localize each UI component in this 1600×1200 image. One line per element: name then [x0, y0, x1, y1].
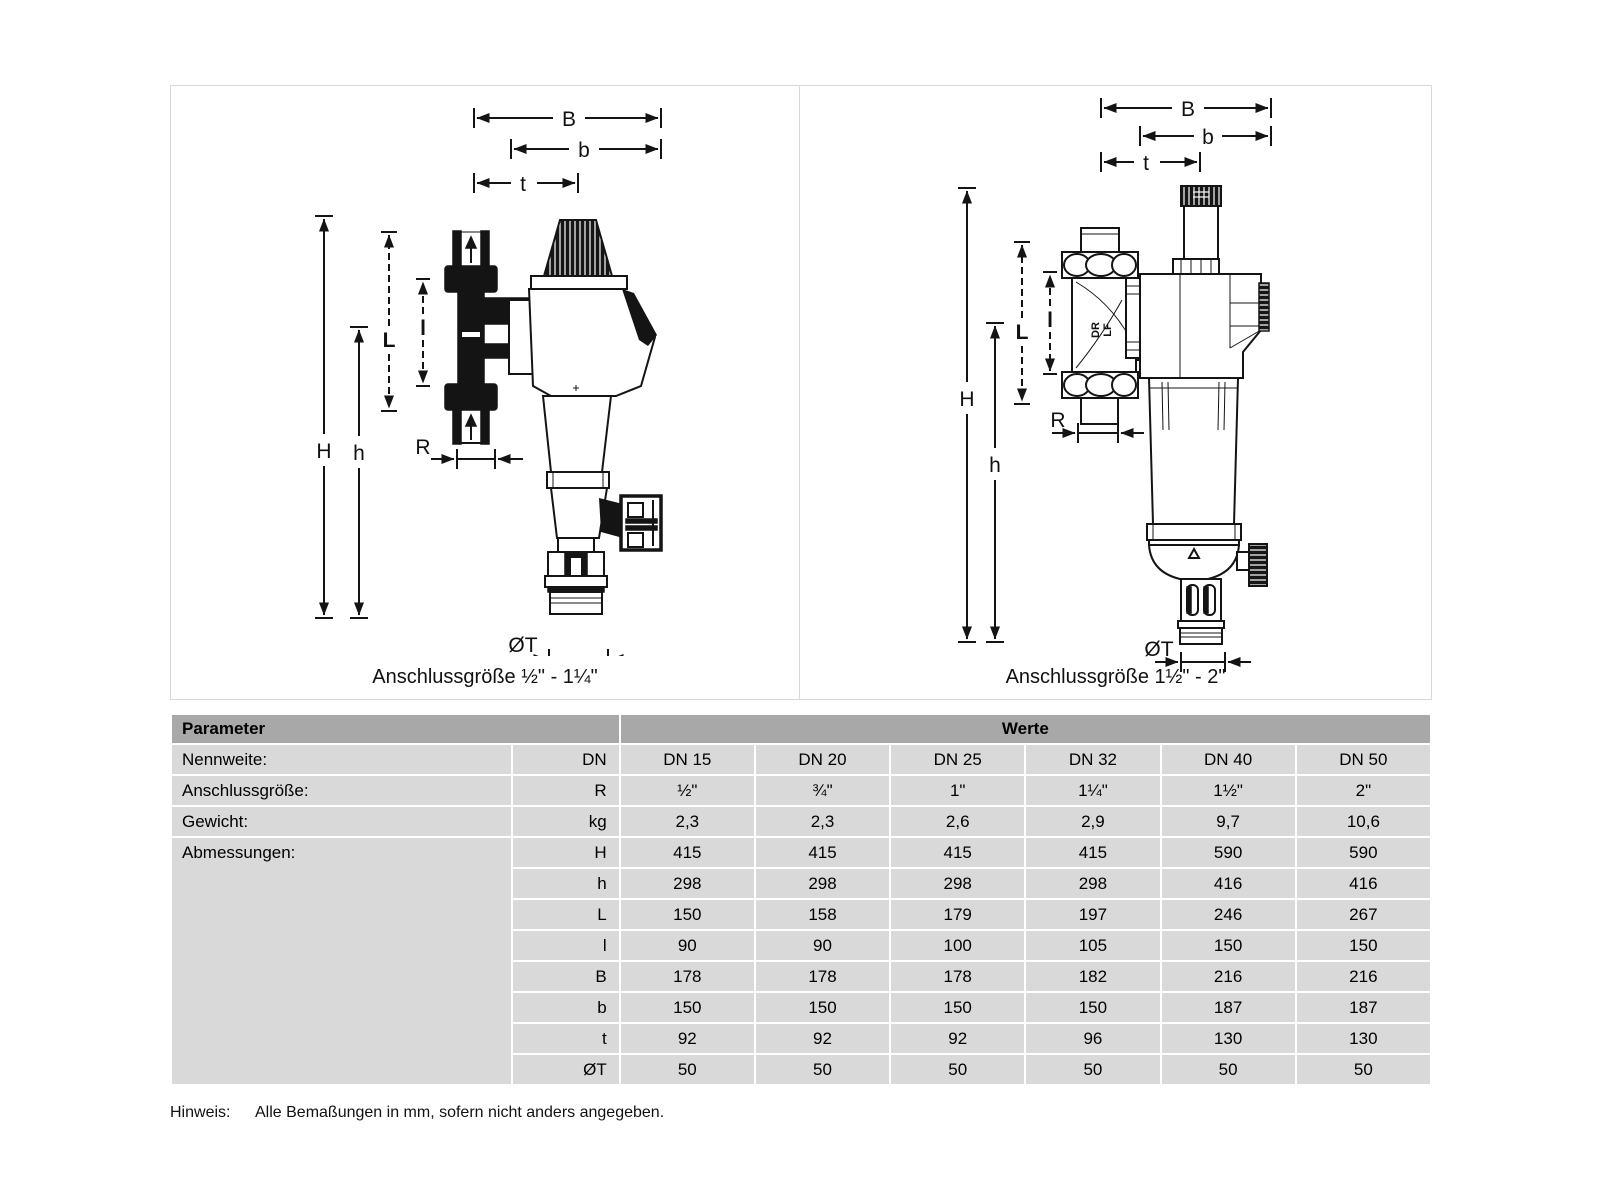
param-value: 178 — [621, 962, 754, 991]
param-value: 92 — [621, 1024, 754, 1053]
param-value: 416 — [1297, 869, 1430, 898]
param-value: 182 — [1026, 962, 1159, 991]
param-value: 1" — [891, 776, 1024, 805]
param-value: 50 — [1026, 1055, 1159, 1084]
param-value: 197 — [1026, 900, 1159, 929]
param-value: 178 — [756, 962, 889, 991]
param-value: 2,6 — [891, 807, 1024, 836]
param-symbol: ØT — [513, 1055, 619, 1084]
dim-label-h: h — [989, 454, 1001, 477]
param-value: 2,9 — [1026, 807, 1159, 836]
param-value: 2,3 — [621, 807, 754, 836]
param-value: 50 — [621, 1055, 754, 1084]
param-value: 92 — [891, 1024, 1024, 1053]
dim-L — [1014, 242, 1030, 404]
param-value: 90 — [756, 931, 889, 960]
dim-B — [1101, 98, 1271, 121]
parameter-table — [170, 713, 1432, 1086]
param-value: 9,7 — [1162, 807, 1295, 836]
dim-OT — [508, 634, 634, 656]
param-value: 2" — [1297, 776, 1430, 805]
param-value: 150 — [621, 900, 754, 929]
param-value: 216 — [1297, 962, 1430, 991]
filter-drawing-large — [800, 86, 1431, 681]
drawing-caption-large: Anschlussgröße 1½" - 2" — [1005, 666, 1226, 688]
drawing-panels — [170, 85, 1432, 700]
param-value: 415 — [621, 838, 754, 867]
param-value: 10,6 — [1297, 807, 1430, 836]
dim-b — [511, 139, 661, 162]
table-row-nennweite — [172, 745, 1430, 774]
param-value: 416 — [1162, 869, 1295, 898]
param-value: 187 — [1162, 993, 1295, 1022]
param-value: 92 — [756, 1024, 889, 1053]
param-value: ½" — [621, 776, 754, 805]
param-value: DN 40 — [1162, 745, 1295, 774]
dim-label-H: H — [316, 440, 332, 463]
param-value: 590 — [1162, 838, 1295, 867]
param-value: 90 — [621, 931, 754, 960]
dim-H — [958, 188, 976, 642]
dim-l — [416, 279, 430, 386]
param-value: 50 — [891, 1055, 1024, 1084]
hose-connector-drawing — [1178, 579, 1224, 644]
param-value: 150 — [1026, 993, 1159, 1022]
header-parameter: Parameter — [172, 715, 619, 743]
dim-label-OT: ØT — [508, 634, 538, 656]
param-value: ¾" — [756, 776, 889, 805]
param-value: DN 32 — [1026, 745, 1159, 774]
param-value: 298 — [621, 869, 754, 898]
dim-B — [474, 108, 661, 131]
table-row-gewicht — [172, 807, 1430, 836]
svg-text:LF: LF — [1102, 323, 1114, 337]
drawing-panel-small-sizes — [170, 85, 800, 700]
param-value: 178 — [891, 962, 1024, 991]
param-value: 50 — [756, 1055, 889, 1084]
flow-arrow-icon — [466, 415, 476, 440]
svg-text:DR: DR — [1090, 322, 1102, 338]
param-value: 298 — [891, 869, 1024, 898]
dim-l — [1043, 272, 1057, 374]
table-header-row — [172, 715, 1430, 743]
dim-h — [986, 323, 1004, 642]
dim-t — [1101, 152, 1200, 175]
table-row-abmessungen-H — [172, 838, 1430, 867]
param-symbol: R — [513, 776, 619, 805]
param-value: 1¼" — [1026, 776, 1159, 805]
param-value: 298 — [756, 869, 889, 898]
param-value: 415 — [891, 838, 1024, 867]
param-value: 150 — [1297, 931, 1430, 960]
param-value: 1½" — [1162, 776, 1295, 805]
drawing-caption-small: Anschlussgröße ½" - 1¼" — [372, 666, 598, 688]
param-label: Nennweite: — [172, 745, 511, 774]
param-symbol: H — [513, 838, 619, 867]
dim-label-R: R — [415, 436, 431, 459]
param-symbol: kg — [513, 807, 619, 836]
param-value: 50 — [1297, 1055, 1430, 1084]
body-marking — [1090, 322, 1114, 338]
param-value: 246 — [1162, 900, 1295, 929]
param-value: 150 — [891, 993, 1024, 1022]
param-symbol: h — [513, 869, 619, 898]
footnote — [170, 1104, 664, 1122]
filter-drawing-small — [171, 86, 799, 656]
dim-label-t: t — [520, 173, 526, 196]
ball-valve-drawing — [599, 496, 661, 550]
dim-label-H: H — [959, 388, 975, 411]
param-value: 158 — [756, 900, 889, 929]
param-symbol: b — [513, 993, 619, 1022]
param-value: 105 — [1026, 931, 1159, 960]
footnote-text: Alle Bemaßungen in mm, sofern nicht anders angegeben. — [255, 1104, 665, 1121]
dim-label-B: B — [561, 108, 577, 131]
param-value: DN 20 — [756, 745, 889, 774]
filter-body-drawing — [509, 220, 661, 614]
param-symbol: t — [513, 1024, 619, 1053]
dim-R — [415, 436, 523, 469]
param-label: Anschlussgröße: — [172, 776, 511, 805]
header-werte: Werte — [621, 715, 1430, 743]
param-value: 187 — [1297, 993, 1430, 1022]
dim-label-R: R — [1050, 409, 1066, 432]
dim-label-l: l — [1047, 309, 1053, 332]
param-value: 179 — [891, 900, 1024, 929]
dim-label-L: L — [382, 329, 396, 352]
param-value: 130 — [1297, 1024, 1430, 1053]
dim-label-b: b — [1202, 126, 1214, 149]
param-value: 415 — [756, 838, 889, 867]
param-label: Abmessungen: — [172, 838, 511, 1084]
footnote-label: Hinweis: — [170, 1104, 231, 1121]
dim-label-t: t — [1143, 152, 1149, 175]
param-value: 216 — [1162, 962, 1295, 991]
param-value: 150 — [1162, 931, 1295, 960]
param-symbol: B — [513, 962, 619, 991]
dim-label-l: l — [420, 317, 426, 340]
param-label: Gewicht: — [172, 807, 511, 836]
drawing-panel-large-sizes — [799, 85, 1432, 700]
dim-H — [315, 216, 333, 618]
dim-label-B: B — [1180, 98, 1196, 121]
param-symbol: l — [513, 931, 619, 960]
param-value: 150 — [621, 993, 754, 1022]
dim-t — [474, 173, 578, 196]
param-value: 298 — [1026, 869, 1159, 898]
side-grill — [1259, 283, 1269, 331]
param-value: 50 — [1162, 1055, 1295, 1084]
dim-label-b: b — [578, 139, 590, 162]
drain-valve-knob — [1237, 544, 1267, 586]
hose-connector-drawing — [545, 538, 607, 614]
param-value: 130 — [1162, 1024, 1295, 1053]
ribbed-cap — [544, 220, 612, 276]
dim-label-OT: ØT — [1144, 638, 1174, 661]
dim-label-h: h — [353, 442, 365, 465]
param-value: 96 — [1026, 1024, 1159, 1053]
param-value: DN 50 — [1297, 745, 1430, 774]
param-value: 590 — [1297, 838, 1430, 867]
param-value: 415 — [1026, 838, 1159, 867]
param-symbol: DN — [513, 745, 619, 774]
param-value: DN 15 — [621, 745, 754, 774]
table-row-anschlussgroesse — [172, 776, 1430, 805]
filter-body-drawing — [1126, 186, 1269, 644]
param-value: 100 — [891, 931, 1024, 960]
flow-arrow-icon — [466, 237, 476, 263]
dim-b — [1140, 126, 1271, 149]
param-symbol: L — [513, 900, 619, 929]
param-value: 2,3 — [756, 807, 889, 836]
dim-L — [381, 232, 397, 411]
param-value: 267 — [1297, 900, 1430, 929]
param-value: DN 25 — [891, 745, 1024, 774]
dim-h — [350, 327, 368, 618]
param-value: 150 — [756, 993, 889, 1022]
dim-label-L: L — [1015, 321, 1029, 344]
ribbed-cap — [1181, 186, 1221, 206]
